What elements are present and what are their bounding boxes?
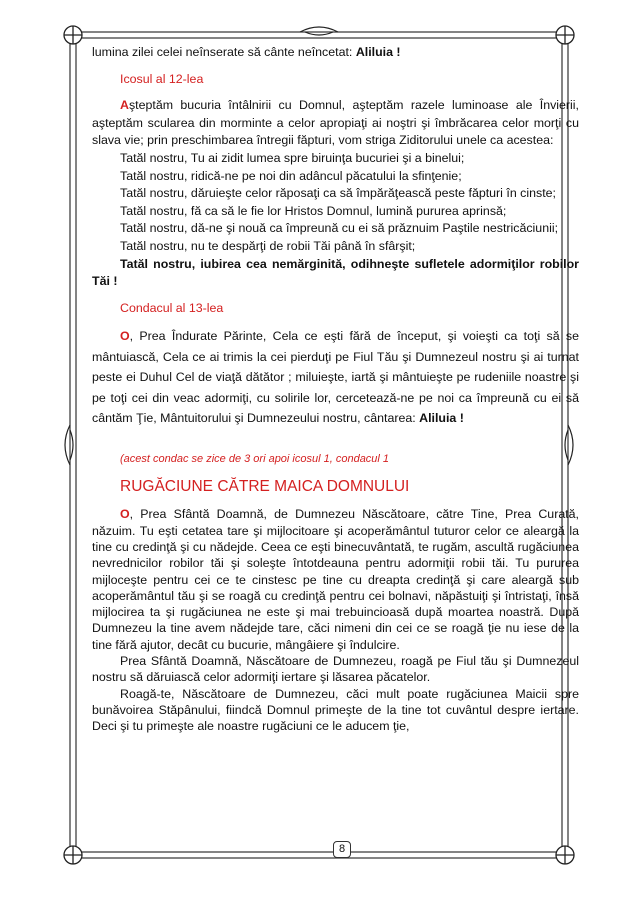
prayer-paragraph-1 — [92, 506, 579, 653]
icos-line: Tatăl nostru, dă-ne şi nouă ca împreună cu ei să prăznuim Paştile nestricăciunii; — [120, 221, 559, 236]
prayer-paragraph-2: Prea Sfântă Doamnă, Născătoare de Dumnezeu, roagă pe Fiul tău şi Dumnezeul nostru să dăruiască celor adormiţi iertare şi lăsarea păcatelor. — [92, 654, 579, 685]
condac-body: , Prea Îndurate Părinte, Cela ce eşti fără de început, şi voieşti ca toţi să se mântuiască, Cela ce ai trimis la cei pierduţi pe Fiul Tău şi Dumnezeul nostru şi ai turnat peste ei Duhul Cel de viaţă dătător ; miluieşte, iartă şi mântuieşte pe rudeniile noastre şi pe toţi cei din veac adormiţi, cu solirile lor, cercetează-ne pe noi ca împreună cu ei să cântăm Ţie, Mântuitorului şi Dumnezeului nostru, cântarea: — [92, 329, 579, 426]
page-content — [92, 44, 579, 735]
icos-intro-text: şteptăm bucuria întâlnirii cu Domnul, aşteptăm razele luminoase ale Învierii, aşteptăm scularea din morminte a celor apropiaţi ai noştri şi îmbrăcarea celor morţi cu slava vie; prin preschimbarea întregii făpturi, vom striga Ziditorului unele ca acestea: — [92, 98, 579, 148]
icos-line: Tatăl nostru, ridică-ne pe noi din adâncul păcatului la sfinţenie; — [120, 168, 462, 183]
condac-drop-letter: O — [120, 329, 130, 344]
icos-line: Tatăl nostru, Tu ai zidit lumea spre biruinţa bucuriei şi a binelui; — [120, 150, 465, 165]
icos-final-line: Tatăl nostru, iubirea cea nemărginită, odihneşte sufletele adormiţilor robilor Tăi ! — [92, 256, 579, 289]
corner-ornament-bottom-right — [556, 846, 574, 864]
icos-drop-letter: A — [120, 98, 129, 113]
prayer-paragraph-3: Roagă-te, Născătoare de Dumnezeu, căci mult poate rugăciunea Maicii spre bunăvoirea Stăpânului, fiindcă Domnul primeşte de la tine tot cuvântul despre iertare. Deci şi tu primeşte ale noastre rugăciuni ce le aducem ţie, — [92, 686, 579, 734]
page-number: 8 — [333, 841, 351, 858]
icos-intro — [92, 97, 579, 150]
top-line-bold: Aliluia ! — [355, 45, 401, 59]
condac-heading: Condacul al 13-lea — [120, 300, 224, 315]
prayer-heading: RUGĂCIUNE CĂTRE MAICA DOMNULUI — [120, 478, 410, 496]
icos-line: Tatăl nostru, nu te despărţi de robii Tăi până în sfârşit; — [120, 238, 416, 253]
icos-line: Tatăl nostru, dăruieşte celor răposaţi ca să împărăţească peste făpturi în cinste; — [120, 186, 556, 201]
side-ornament-top — [300, 27, 338, 35]
corner-ornament-top-left — [64, 26, 82, 44]
condac-text — [92, 326, 579, 429]
condac-note: (acest condac se zice de 3 ori apoi icosul 1, condacul 1 — [120, 452, 390, 465]
top-line — [92, 44, 579, 62]
icos-line: Tatăl nostru, fă ca să le fie lor Hristos Domnul, lumină pururea aprinsă; — [120, 203, 507, 218]
prayer-p1-text: , Prea Sfântă Doamnă, de Dumnezeu Născătoare, către Tine, Prea Curată, năzuim. Tu eşti cetatea tare şi mijlocitoare şi acoperământul tuturor celor ce aleargă la tine cu credinţă şi cu nădejde. Ceea ce eşti binecuvântată, te rugăm, ascultă rugăciunea nevrednicilor robilor tăi şi soleşte întotdeauna pentru adormiţii robii tăi. Tu pururea mijloceşte pentru cei ce te cinstesc pe tine cu dreapta credinţă şi care aleargă sub acoperământul tău şi se roagă cu credinţă pentru cei bolnavi, năpăstuiţi şi întristaţi, însă mijlocirea ta şi rugăciunea ne este şi mai trebuincioasă după moartea noastră. După Dumnezeu la tine avem nădejde tare, căci nimeni din cei ce se roagă ţie nu iese de la tine fără ajutor, decât cu bucurie, mângâiere şi îndulcire. — [92, 507, 579, 652]
prayer-drop-letter: O — [120, 507, 130, 522]
corner-ornament-top-right — [556, 26, 574, 44]
icos-heading: Icosul al 12-lea — [120, 71, 204, 86]
top-line-text: lumina zilei celei neînserate să cânte neîncetat: — [92, 45, 356, 59]
condac-end-bold: Aliluia ! — [419, 411, 464, 426]
side-ornament-left — [65, 425, 73, 465]
corner-ornament-bottom-left — [64, 846, 82, 864]
